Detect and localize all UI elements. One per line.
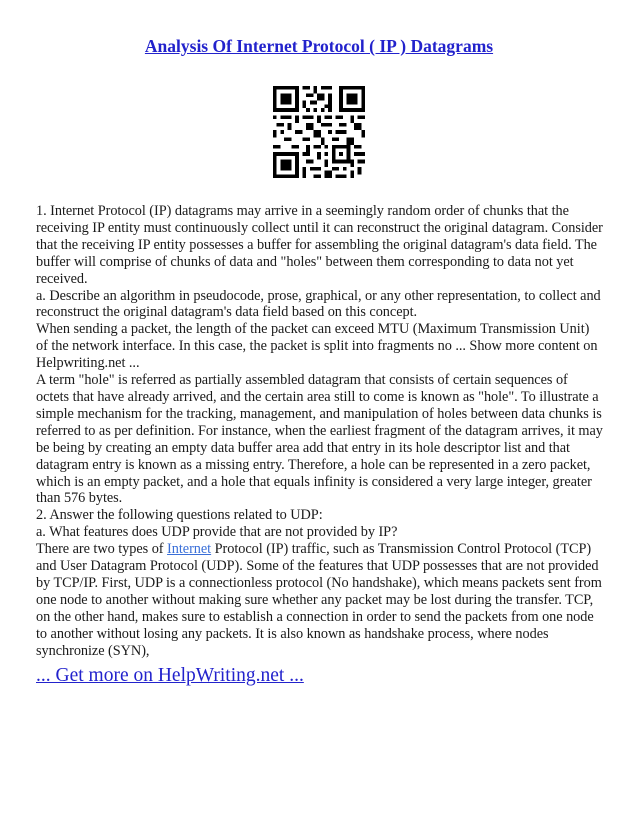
document-body	[36, 203, 604, 659]
document-title[interactable]: Analysis Of Internet Protocol ( IP ) Datagrams	[144, 36, 494, 56]
paragraph-question-2a: a. What features does UDP provide that are not provided by IP?	[36, 524, 398, 541]
paragraph-question-1: 1. Internet Protocol (IP) datagrams may arrive in a seemingly random order of chunks that the receiving IP entity must continuously collect until it can reconstruct the original datagram. Consider that the receiving IP entity possesses a buffer for assembling the original datagram's data field. The buffer will comprise of chunks of data and "holes" between them corresponding to data not yet received.	[36, 203, 603, 287]
paragraph-question-2: 2. Answer the following questions related to UDP:	[36, 507, 323, 524]
qr-code-icon	[273, 86, 365, 178]
get-more-link[interactable]: ... Get more on HelpWriting.net ...	[36, 665, 304, 686]
paragraph-answer-1-hole: A term "hole" is referred as partially assembled datagram that consists of certain sequences of octets that have already arrived, and the certain area still to come is known as "hole". To illustrate a simple mechanism for the tracking, management, and manipulation of holes between data chunks is referred to as per definition. For instance, when the earliest fragment of the datagram arrives, it may be being by creating an empty data buffer area add that entry in its hole descriptor list and that datagram entry is known as a missing entry. Therefore, a hole can be represented in a zero packet, which is an empty packet, and a hole that equals infinity is considered a very large integer, greater than 576 bytes.	[36, 372, 603, 507]
internet-link[interactable]: Internet	[167, 541, 212, 558]
paragraph-question-1a: a. Describe an algorithm in pseudocode, prose, graphical, or any other representation, to collect and reconstruct the original datagram's data field based on this concept.	[36, 287, 601, 321]
answer-2a-text-before: There are two types of	[36, 541, 168, 558]
paragraph-answer-2a	[36, 541, 604, 659]
answer-2a-text-after: Protocol (IP) traffic, such as Transmission Control Protocol (TCP) and User Datagram Protocol (UDP). Some of the features that UDP possesses that are not provided by TCP/IP. First, UDP is a connectionless protocol (No handshake), which means packets sent from one node to another without making sure whether any packet may be lost during the transfer. TCP, on the other hand, makes sure to establish a connection in order to send the packets from one node to another without losing any packets. It is also known as handshake process, where nodes synchronize (SYN),	[36, 541, 602, 659]
paragraph-answer-1-intro: When sending a packet, the length of the packet can exceed MTU (Maximum Transmission Unit) of the network interface. In this case, the packet is split into fragments no ... Show more content on Helpwriting.net ...	[36, 321, 598, 372]
